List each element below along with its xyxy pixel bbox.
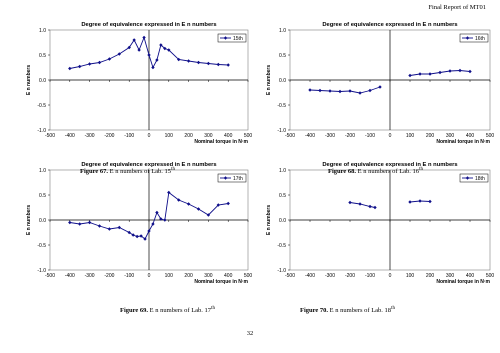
y-tick-label: -0.5 xyxy=(37,103,46,109)
figure-70-sup: th xyxy=(391,306,395,311)
figure-69-text: E n numbers of Lab. 17 xyxy=(149,307,212,315)
x-axis-label: Nominal torque in N·m xyxy=(194,139,248,145)
x-tick-label: -500 xyxy=(284,133,296,139)
chart-0 xyxy=(26,22,252,145)
chart-3 xyxy=(266,162,494,285)
legend-label: 16th xyxy=(475,36,485,42)
x-tick-label: -200 xyxy=(104,133,115,139)
legend-label: 17th xyxy=(233,176,243,182)
x-tick-label: -100 xyxy=(124,273,135,279)
y-tick-label: 0.0 xyxy=(39,218,46,224)
x-tick-label: -400 xyxy=(64,273,75,279)
chart-title: Degree of equivalence expressed in E n numbers xyxy=(81,22,217,28)
figure-67-sup: th xyxy=(171,167,175,172)
y-tick-label: 1.0 xyxy=(279,168,286,174)
x-tick-label: 100 xyxy=(164,133,173,139)
x-tick-label: 200 xyxy=(425,273,435,279)
x-axis-label: Nominal torque in N·m xyxy=(194,279,248,285)
y-tick-label: 0.5 xyxy=(279,53,286,59)
y-tick-label: 1.0 xyxy=(279,28,286,34)
y-tick-label: -0.5 xyxy=(277,103,286,109)
y-tick-label: 0.5 xyxy=(39,53,46,59)
y-axis-label: E n numbers xyxy=(26,204,32,236)
y-tick-label: 0.0 xyxy=(39,78,46,84)
figure-70-text: E n numbers of Lab. 18 xyxy=(329,307,392,315)
x-tick-label: 100 xyxy=(405,133,415,139)
x-tick-label: -100 xyxy=(364,133,376,139)
y-axis-label: E n numbers xyxy=(266,64,272,96)
figure-70-prefix: Figure 70. xyxy=(300,307,329,315)
x-tick-label: 400 xyxy=(465,133,475,139)
y-tick-label: 1.0 xyxy=(39,28,46,34)
figure-69-prefix: Figure 69. xyxy=(120,307,149,315)
x-tick-label: 500 xyxy=(243,273,253,279)
y-tick-label: 0.0 xyxy=(279,218,286,224)
figure-67-text: E n numbers of Lab. 15 xyxy=(109,168,172,176)
chart-title: Degree of equivalence expressed in E n numbers xyxy=(81,162,217,168)
chart-title: Degree of equivalence expressed in E n numbers xyxy=(322,22,458,28)
x-tick-label: -400 xyxy=(304,133,316,139)
figure-67-prefix: Figure 67. xyxy=(80,168,109,176)
figure-68-prefix: Figure 68. xyxy=(328,168,357,176)
figure-70-caption xyxy=(300,306,395,314)
y-tick-label: -0.5 xyxy=(37,243,46,249)
x-tick-label: 500 xyxy=(243,133,253,139)
x-tick-label: 300 xyxy=(445,273,455,279)
page-header: Final Report of MT01 xyxy=(428,4,486,11)
y-tick-label: 0.5 xyxy=(279,193,286,199)
x-tick-label: -300 xyxy=(324,133,336,139)
x-tick-label: 200 xyxy=(184,133,193,139)
x-tick-label: -200 xyxy=(344,133,356,139)
page-number: 32 xyxy=(246,330,254,337)
x-axis-label: Nominal torque in N·m xyxy=(436,279,490,285)
y-tick-label: -0.5 xyxy=(277,243,286,249)
x-tick-label: 0 xyxy=(388,273,392,279)
chart-title: Degree of equivalence expressed in E n numbers xyxy=(322,162,458,168)
y-tick-label: -1.0 xyxy=(277,268,286,274)
x-tick-label: -100 xyxy=(364,273,376,279)
y-axis-label: E n numbers xyxy=(26,64,32,96)
figure-68-text: E n numbers of Lab. 16 xyxy=(357,168,420,176)
figure-68-caption xyxy=(328,167,423,175)
y-tick-label: -1.0 xyxy=(37,268,46,274)
legend-label: 18th xyxy=(475,176,485,182)
y-tick-label: -1.0 xyxy=(37,128,46,134)
x-tick-label: -400 xyxy=(304,273,316,279)
legend-label: 15th xyxy=(233,36,243,42)
x-tick-label: -300 xyxy=(84,133,95,139)
x-tick-label: -200 xyxy=(104,273,115,279)
x-tick-label: -500 xyxy=(44,273,56,279)
x-tick-label: -300 xyxy=(324,273,336,279)
x-tick-label: 300 xyxy=(445,133,455,139)
x-tick-label: 0 xyxy=(147,133,151,139)
x-tick-label: 0 xyxy=(388,133,392,139)
y-tick-label: 0.5 xyxy=(39,193,46,199)
figure-67-caption xyxy=(80,167,175,175)
y-tick-label: -1.0 xyxy=(277,128,286,134)
x-tick-label: 400 xyxy=(224,273,233,279)
x-tick-label: -500 xyxy=(284,273,296,279)
figure-68-sup: th xyxy=(419,167,423,172)
x-tick-label: 400 xyxy=(224,133,233,139)
x-tick-label: 300 xyxy=(204,133,213,139)
y-axis-label: E n numbers xyxy=(266,204,272,236)
x-tick-label: 500 xyxy=(485,133,495,139)
chart-2 xyxy=(26,162,252,285)
x-tick-label: -400 xyxy=(64,133,75,139)
x-tick-label: 400 xyxy=(465,273,475,279)
x-tick-label: 100 xyxy=(164,273,173,279)
chart-1 xyxy=(266,22,494,145)
x-tick-label: -300 xyxy=(84,273,95,279)
x-tick-label: -100 xyxy=(124,133,135,139)
x-tick-label: -500 xyxy=(44,133,56,139)
y-tick-label: 0.0 xyxy=(279,78,286,84)
figure-69-sup: th xyxy=(211,306,215,311)
x-tick-label: -200 xyxy=(344,273,356,279)
x-tick-label: 200 xyxy=(184,273,193,279)
x-tick-label: 200 xyxy=(425,133,435,139)
y-tick-label: 1.0 xyxy=(39,168,46,174)
figure-69-caption xyxy=(120,306,215,314)
x-tick-label: 100 xyxy=(405,273,415,279)
x-tick-label: 0 xyxy=(147,273,151,279)
x-tick-label: 500 xyxy=(485,273,495,279)
x-tick-label: 300 xyxy=(204,273,213,279)
x-axis-label: Nominal torque in N·m xyxy=(436,139,490,145)
